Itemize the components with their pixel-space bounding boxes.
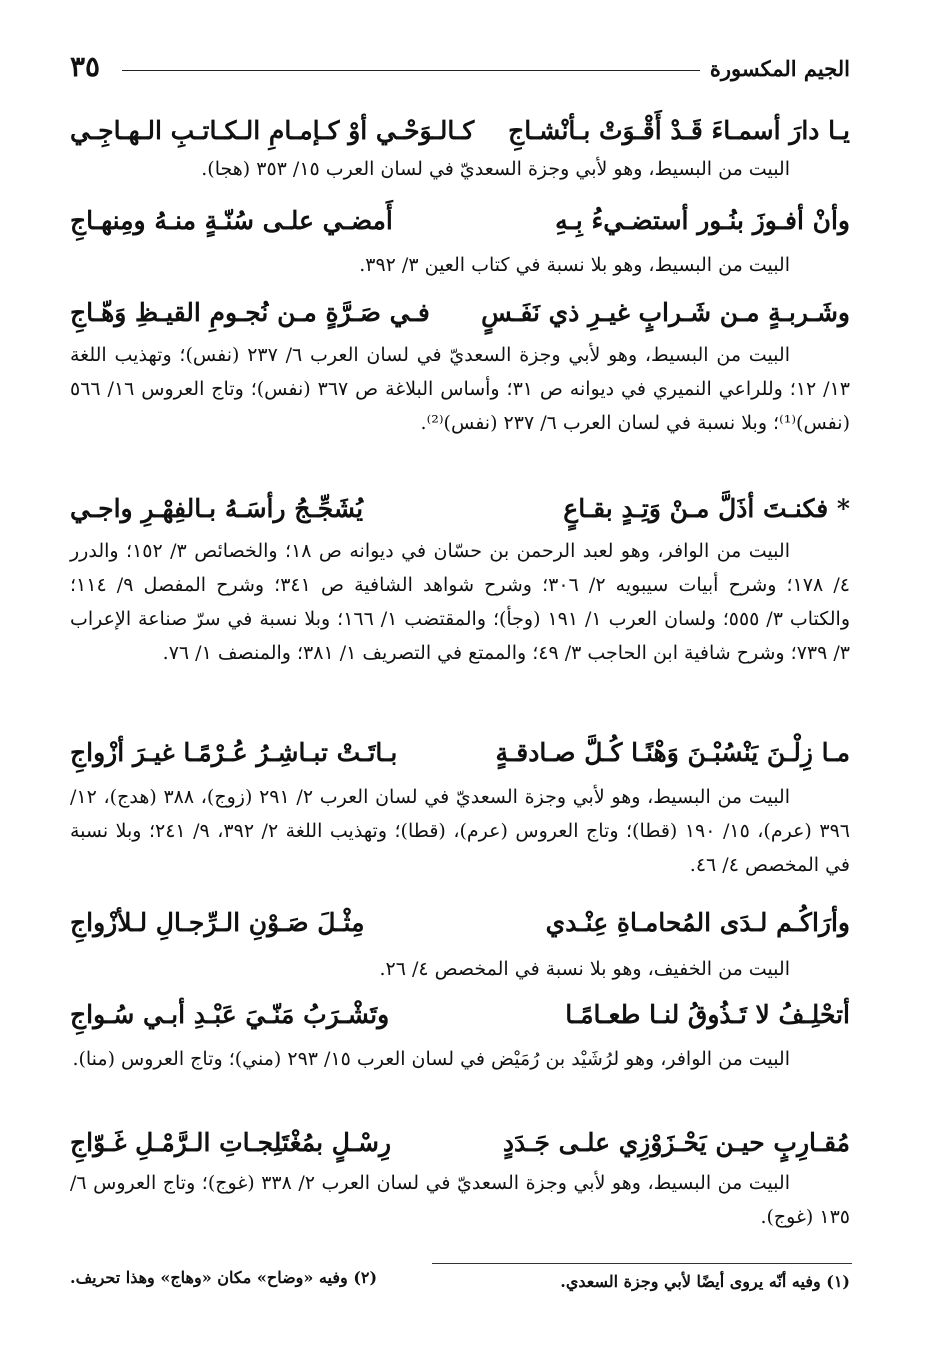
page-number: ٣٥ [70, 50, 101, 83]
verse-second-hemistich: فـي صَـرَّةٍ مـن نُجـومِ القيـظِ وَهّـاجِ [70, 298, 430, 327]
verse-first-hemistich: مـا زِلْـنَ يَنْسُبْـنَ وَهْنًـا كُـلَّ صـادقـةٍ [495, 738, 850, 767]
verse-commentary: البيت من البسيط، وهو لأبي وجزة السعديّ في لسان العرب ٦/ ٢٣٧ (نفس)؛ وتهذيب اللغة ١٣/ ١٢؛ وللراعي النميري في ديوانه ص ٣١؛ وأساس البلاغة ص ٣٦٧ (نفس)؛ وتاج العروس ١٦/ ٥٦٦ (نفس)⁽¹⁾؛ وبلا نسبة في لسان العرب ٦/ ٢٣٧ (نفس)⁽²⁾. [70, 344, 850, 434]
verse-first-hemistich: أتحْلِـفُ لا تَـذُوقُ لنـا طعـامًـا [565, 1000, 850, 1029]
verse-commentary: البيت من البسيط، وهو لأبي وجزة السعديّ في لسان العرب ٢/ ٣٣٨ (غوج)؛ وتاج العروس ٦/ ١٣٥ (غوج). [70, 1172, 850, 1228]
page-header [70, 46, 850, 90]
running-title: الجيم المكسورة [709, 56, 850, 81]
verse-first-hemistich: وأنْ أفـوزَ بنُـور أستضـيءُ بِـهِ [555, 206, 850, 235]
header-rule [122, 70, 700, 71]
verse-commentary: البيت من الوافر، وهو لعبد الرحمن بن حسّان في ديوانه ص ١٨؛ والخصائص ٣/ ١٥٢؛ والدرر ٤/ ١٧٨؛ وشرح أبيات سيبويه ٢/ ٣٠٦؛ وشرح شواهد الشافية ص ٣٤١؛ وشرح المفصل ٩/ ١١٤؛ والكتاب ٣/ ٥٥٥؛ ولسان العرب ١/ ١٩١ (وجأ)؛ والمقتضب ١/ ١٦٦؛ وبلا نسبة في سرّ صناعة الإعراب ٣/ ٧٣٩؛ وشرح شافية ابن الحاجب ٣/ ٤٩؛ والممتع في التصريف ١/ ٣٨١؛ والمنصف ١/ ٧٦. [70, 540, 850, 664]
verse-first-hemistich: يـا دارَ أسمـاءَ قَـدْ أَقْـوَتْ بـأنْشـاجِ [508, 116, 850, 145]
verse-first-hemistich: وأرَاكُـم لـدَى المُحامـاةِ عِنْـدي [545, 908, 850, 937]
verse-second-hemistich: أَمضـي علـى سُنّـةٍ منـهُ ومِنهـاجِ [70, 206, 393, 235]
footnote-1: (١) وفيه أنّه يروى أيضًا لأبي وجزة السعدي. [560, 1272, 850, 1291]
footnote-2: (٢) وفيه «وضاح» مكان «وهاج» وهذا تحريف. [70, 1268, 378, 1287]
verse-commentary: البيت من البسيط، وهو لأبي وجزة السعديّ في لسان العرب ٢/ ٢٩١ (زوج)، ٣٨٨ (هدج)، ١٢/ ٣٩٦ (عرم)، ١٥/ ١٩٠ (قطا)؛ وتاج العروس (عرم)، (قطا)؛ وتهذيب اللغة ٢/ ٣٩٢، ٩/ ٢٤١؛ وبلا نسبة في المخصص ٤/ ٤٦. [70, 786, 850, 876]
verse-commentary: البيت من الخفيف، وهو بلا نسبة في المخصص ٤/ ٢٦. [379, 958, 790, 980]
book-page [70, 46, 850, 1316]
verse-second-hemistich: كـالـوَحْـي أوْ كـإمـامِ الـكـاتـبِ الـهـاجِـي [70, 116, 475, 145]
verse-commentary: البيت من الوافر، وهو لرُشَيْد بن رُمَيْض في لسان العرب ١٥/ ٢٩٣ (مني)؛ وتاج العروس (منا). [72, 1048, 790, 1070]
verse-second-hemistich: وتَشْـرَبُ مَنّـيَ عَبْـدِ أبـي سُـواجِ [70, 1000, 390, 1029]
footnote-rule [432, 1263, 852, 1264]
verse-first-hemistich: * فكنـتَ أذَلَّ مـنْ وَتِـدٍ بقـاعٍ [563, 494, 850, 523]
verse-first-hemistich: وشَـربـةٍ مـن شَـرابٍ غيـرِ ذي نَفَـسٍ [481, 298, 850, 327]
verse-first-hemistich: مُقـارِبٍ حيـن يَحْـزَوْزِي علـى جَـدَدٍ [502, 1128, 850, 1157]
verse-second-hemistich: يُشَجِّـجُ رأسَـهُ بـالفِهْـرِ واجـي [70, 494, 364, 523]
verse-second-hemistich: رِسْـلٍ بمُغْتَلِجـاتِ الـرَّمْـلِ غَـوّاجِ [70, 1128, 392, 1157]
verse-commentary: البيت من البسيط، وهو بلا نسبة في كتاب العين ٣/ ٣٩٢. [359, 254, 790, 276]
verse-second-hemistich: مِثْـلَ صَـوْنِ الـرِّجـالِ لـلأزْواجِ [70, 908, 365, 937]
verse-second-hemistich: بـاتَـتْ تبـاشِـرُ عُـرْمًـا غيـرَ أزْواجِ [70, 738, 398, 767]
verse-commentary: البيت من البسيط، وهو لأبي وجزة السعديّ في لسان العرب ١٥/ ٣٥٣ (هجا). [201, 158, 790, 180]
